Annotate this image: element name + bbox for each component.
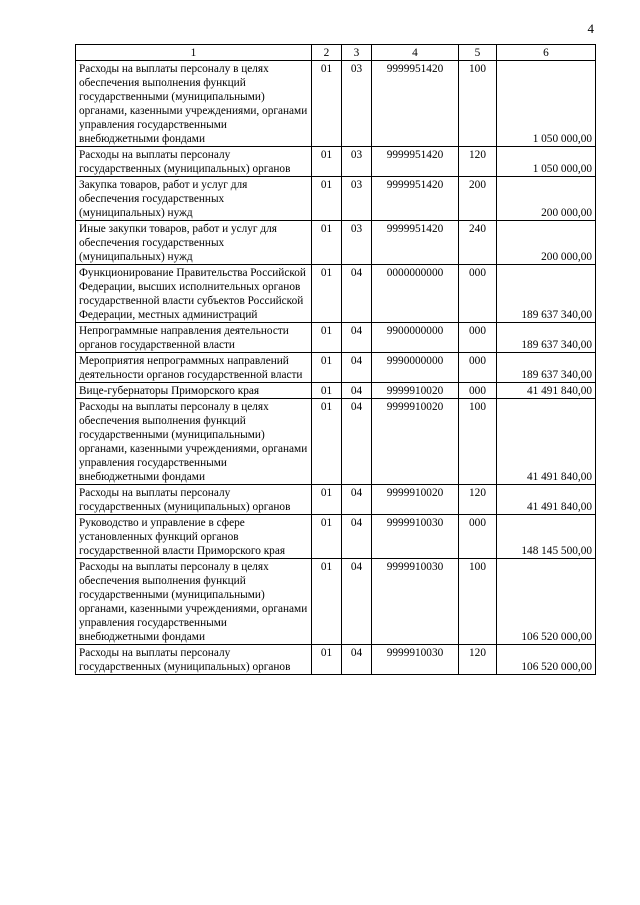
table-row	[76, 645, 596, 675]
cell-section: 01	[312, 265, 342, 323]
table-row	[76, 559, 596, 645]
cell-subsection: 04	[342, 265, 372, 323]
cell-subsection: 04	[342, 515, 372, 559]
cell-amount: 106 520 000,00	[497, 645, 596, 675]
cell-amount: 41 491 840,00	[497, 399, 596, 485]
cell-target-article: 9999910030	[372, 515, 459, 559]
cell-section: 01	[312, 323, 342, 353]
cell-target-article: 9999910030	[372, 645, 459, 675]
cell-amount: 1 050 000,00	[497, 61, 596, 147]
header-col-5: 5	[459, 45, 497, 61]
table-row	[76, 61, 596, 147]
header-col-4: 4	[372, 45, 459, 61]
cell-expense-type: 000	[459, 515, 497, 559]
cell-amount: 106 520 000,00	[497, 559, 596, 645]
cell-name: Мероприятия непрограммных направлений деятельности органов государственной власти	[76, 353, 312, 383]
cell-section: 01	[312, 177, 342, 221]
header-col-3: 3	[342, 45, 372, 61]
cell-section: 01	[312, 383, 342, 399]
cell-amount: 200 000,00	[497, 221, 596, 265]
table-row	[76, 485, 596, 515]
cell-section: 01	[312, 353, 342, 383]
cell-target-article: 9999951420	[372, 61, 459, 147]
cell-expense-type: 120	[459, 645, 497, 675]
cell-target-article: 9999910020	[372, 399, 459, 485]
cell-name: Иные закупки товаров, работ и услуг для обеспечения государственных (муниципальных) нужд	[76, 221, 312, 265]
cell-subsection: 04	[342, 399, 372, 485]
budget-table	[75, 44, 596, 675]
cell-amount: 189 637 340,00	[497, 265, 596, 323]
header-col-2: 2	[312, 45, 342, 61]
cell-section: 01	[312, 485, 342, 515]
cell-subsection: 03	[342, 61, 372, 147]
cell-subsection: 03	[342, 177, 372, 221]
cell-name: Закупка товаров, работ и услуг для обеспечения государственных (муниципальных) нужд	[76, 177, 312, 221]
cell-subsection: 04	[342, 645, 372, 675]
cell-target-article: 9999910020	[372, 485, 459, 515]
table-header-row	[76, 45, 596, 61]
cell-section: 01	[312, 515, 342, 559]
table-row	[76, 515, 596, 559]
table-row	[76, 147, 596, 177]
cell-expense-type: 200	[459, 177, 497, 221]
cell-target-article: 9900000000	[372, 323, 459, 353]
table-row	[76, 177, 596, 221]
cell-subsection: 04	[342, 323, 372, 353]
cell-target-article: 9999910030	[372, 559, 459, 645]
cell-target-article: 9990000000	[372, 353, 459, 383]
cell-amount: 148 145 500,00	[497, 515, 596, 559]
cell-section: 01	[312, 221, 342, 265]
cell-subsection: 04	[342, 559, 372, 645]
cell-amount: 1 050 000,00	[497, 147, 596, 177]
cell-name: Руководство и управление в сфере установленных функций органов государственной власти Приморского края	[76, 515, 312, 559]
table-body	[76, 45, 596, 675]
cell-target-article: 9999910020	[372, 383, 459, 399]
cell-expense-type: 120	[459, 485, 497, 515]
cell-name: Функционирование Правительства Российской Федерации, высших исполнительных органов государственной власти субъектов Российской Федерации, местных администраций	[76, 265, 312, 323]
cell-expense-type: 120	[459, 147, 497, 177]
cell-amount: 189 637 340,00	[497, 323, 596, 353]
cell-name: Расходы на выплаты персоналу государственных (муниципальных) органов	[76, 645, 312, 675]
cell-name: Расходы на выплаты персоналу в целях обеспечения выполнения функций государственными (муниципальными) органами, казенными учреждениями, органами управления государственными внебюджетными фондами	[76, 61, 312, 147]
cell-target-article: 0000000000	[372, 265, 459, 323]
cell-amount: 41 491 840,00	[497, 485, 596, 515]
cell-amount: 200 000,00	[497, 177, 596, 221]
cell-name: Вице-губернаторы Приморского края	[76, 383, 312, 399]
cell-section: 01	[312, 61, 342, 147]
cell-target-article: 9999951420	[372, 177, 459, 221]
cell-expense-type: 100	[459, 61, 497, 147]
cell-name: Расходы на выплаты персоналу государственных (муниципальных) органов	[76, 485, 312, 515]
cell-section: 01	[312, 645, 342, 675]
table-row	[76, 221, 596, 265]
table-row	[76, 265, 596, 323]
cell-expense-type: 100	[459, 399, 497, 485]
cell-expense-type: 000	[459, 323, 497, 353]
cell-subsection: 03	[342, 147, 372, 177]
cell-expense-type: 000	[459, 383, 497, 399]
cell-name: Расходы на выплаты персоналу государственных (муниципальных) органов	[76, 147, 312, 177]
cell-subsection: 03	[342, 221, 372, 265]
header-col-6: 6	[497, 45, 596, 61]
table-row	[76, 353, 596, 383]
table-row	[76, 383, 596, 399]
cell-name: Расходы на выплаты персоналу в целях обеспечения выполнения функций государственными (муниципальными) органами, казенными учреждениями, органами управления государственными внебюджетными фондами	[76, 399, 312, 485]
cell-name: Непрограммные направления деятельности органов государственной власти	[76, 323, 312, 353]
cell-subsection: 04	[342, 485, 372, 515]
cell-name: Расходы на выплаты персоналу в целях обеспечения выполнения функций государственными (муниципальными) органами, казенными учреждениями, органами управления государственными внебюджетными фондами	[76, 559, 312, 645]
cell-target-article: 9999951420	[372, 147, 459, 177]
cell-amount: 189 637 340,00	[497, 353, 596, 383]
cell-expense-type: 000	[459, 353, 497, 383]
cell-section: 01	[312, 559, 342, 645]
table-row	[76, 399, 596, 485]
cell-amount: 41 491 840,00	[497, 383, 596, 399]
header-col-1: 1	[76, 45, 312, 61]
cell-expense-type: 240	[459, 221, 497, 265]
cell-expense-type: 100	[459, 559, 497, 645]
table-row	[76, 323, 596, 353]
cell-section: 01	[312, 147, 342, 177]
cell-target-article: 9999951420	[372, 221, 459, 265]
cell-subsection: 04	[342, 353, 372, 383]
cell-section: 01	[312, 399, 342, 485]
page-number: 4	[587, 21, 594, 36]
cell-expense-type: 000	[459, 265, 497, 323]
cell-subsection: 04	[342, 383, 372, 399]
